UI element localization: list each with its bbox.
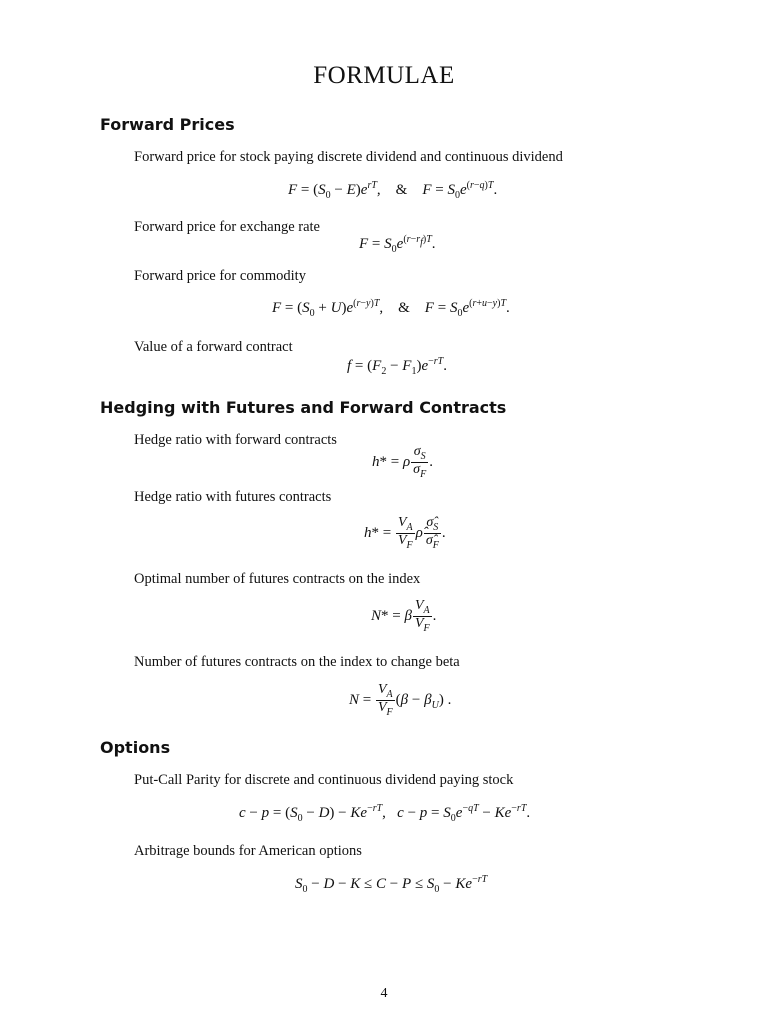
page-number: 4: [380, 986, 388, 1001]
paragraph-optimal-contracts: Optimal number of futures contracts on the index: [134, 571, 421, 587]
section-heading-forward-prices: Forward Prices: [100, 115, 235, 134]
paragraph-forward-value: Value of a forward contract: [134, 339, 293, 355]
equation-forward-value: $f = (F_2 - F_1)e^{-rT}$.: [347, 356, 447, 377]
section-heading-hedging: Hedging with Futures and Forward Contracts: [100, 398, 507, 417]
equation-commodity: $F = (S_0 + U)e^{(r-y)T}$, & $F = S_0e^{(r+u-y)T}$.: [272, 298, 510, 319]
paragraph-put-call-parity: Put-Call Parity for discrete and continuous dividend paying stock: [134, 772, 514, 788]
paragraph-stock-forward: Forward price for stock paying discrete dividend and continuous dividend: [134, 149, 563, 165]
paragraph-change-beta: Number of futures contracts on the index to change beta: [134, 654, 460, 670]
equation-exchange-rate: $F = S_0e^{(r-r_f)T}$.: [359, 234, 436, 255]
paragraph-exchange-rate: Forward price for exchange rate: [134, 219, 320, 235]
paragraph-hedge-forward: Hedge ratio with forward contracts: [134, 432, 337, 448]
paragraph-arbitrage-bounds: Arbitrage bounds for American options: [134, 843, 362, 859]
paragraph-hedge-futures: Hedge ratio with futures contracts: [134, 489, 332, 505]
equation-put-call-parity: $c - p = (S_0 - D) - Ke^{-rT}$, $c - p = S_0e^{-qT} - Ke^{-rT}$.: [239, 803, 531, 824]
section-heading-options: Options: [100, 738, 171, 757]
equation-optimal-contracts: N* = β $\frac{V_A}{V_F}$ .: [371, 598, 437, 635]
equation-hedge-forward: h* = ρ $\frac{\sigma_S}{\sigma_F}$ .: [372, 444, 433, 481]
equation-stock-forward: $F = (S_0 - E)e^{rT}$, & $F = S_0e^{(r-q)T}$.: [288, 180, 498, 201]
equation-arbitrage-bounds: $S_0 - D - K \le C - P \le S_0 - Ke^{-rT}$: [295, 874, 488, 895]
equation-hedge-futures: h* = $\frac{V_A}{V_F}$ ρ̂ $\frac{\sigmâ_S}{\sigmâ_F}$ .: [364, 515, 446, 552]
equation-change-beta: N = $\frac{V_A}{V_F}$ $(\beta - \beta_U)$ .: [349, 682, 452, 719]
page-title: FORMULAE: [313, 62, 455, 89]
paragraph-commodity: Forward price for commodity: [134, 268, 306, 284]
